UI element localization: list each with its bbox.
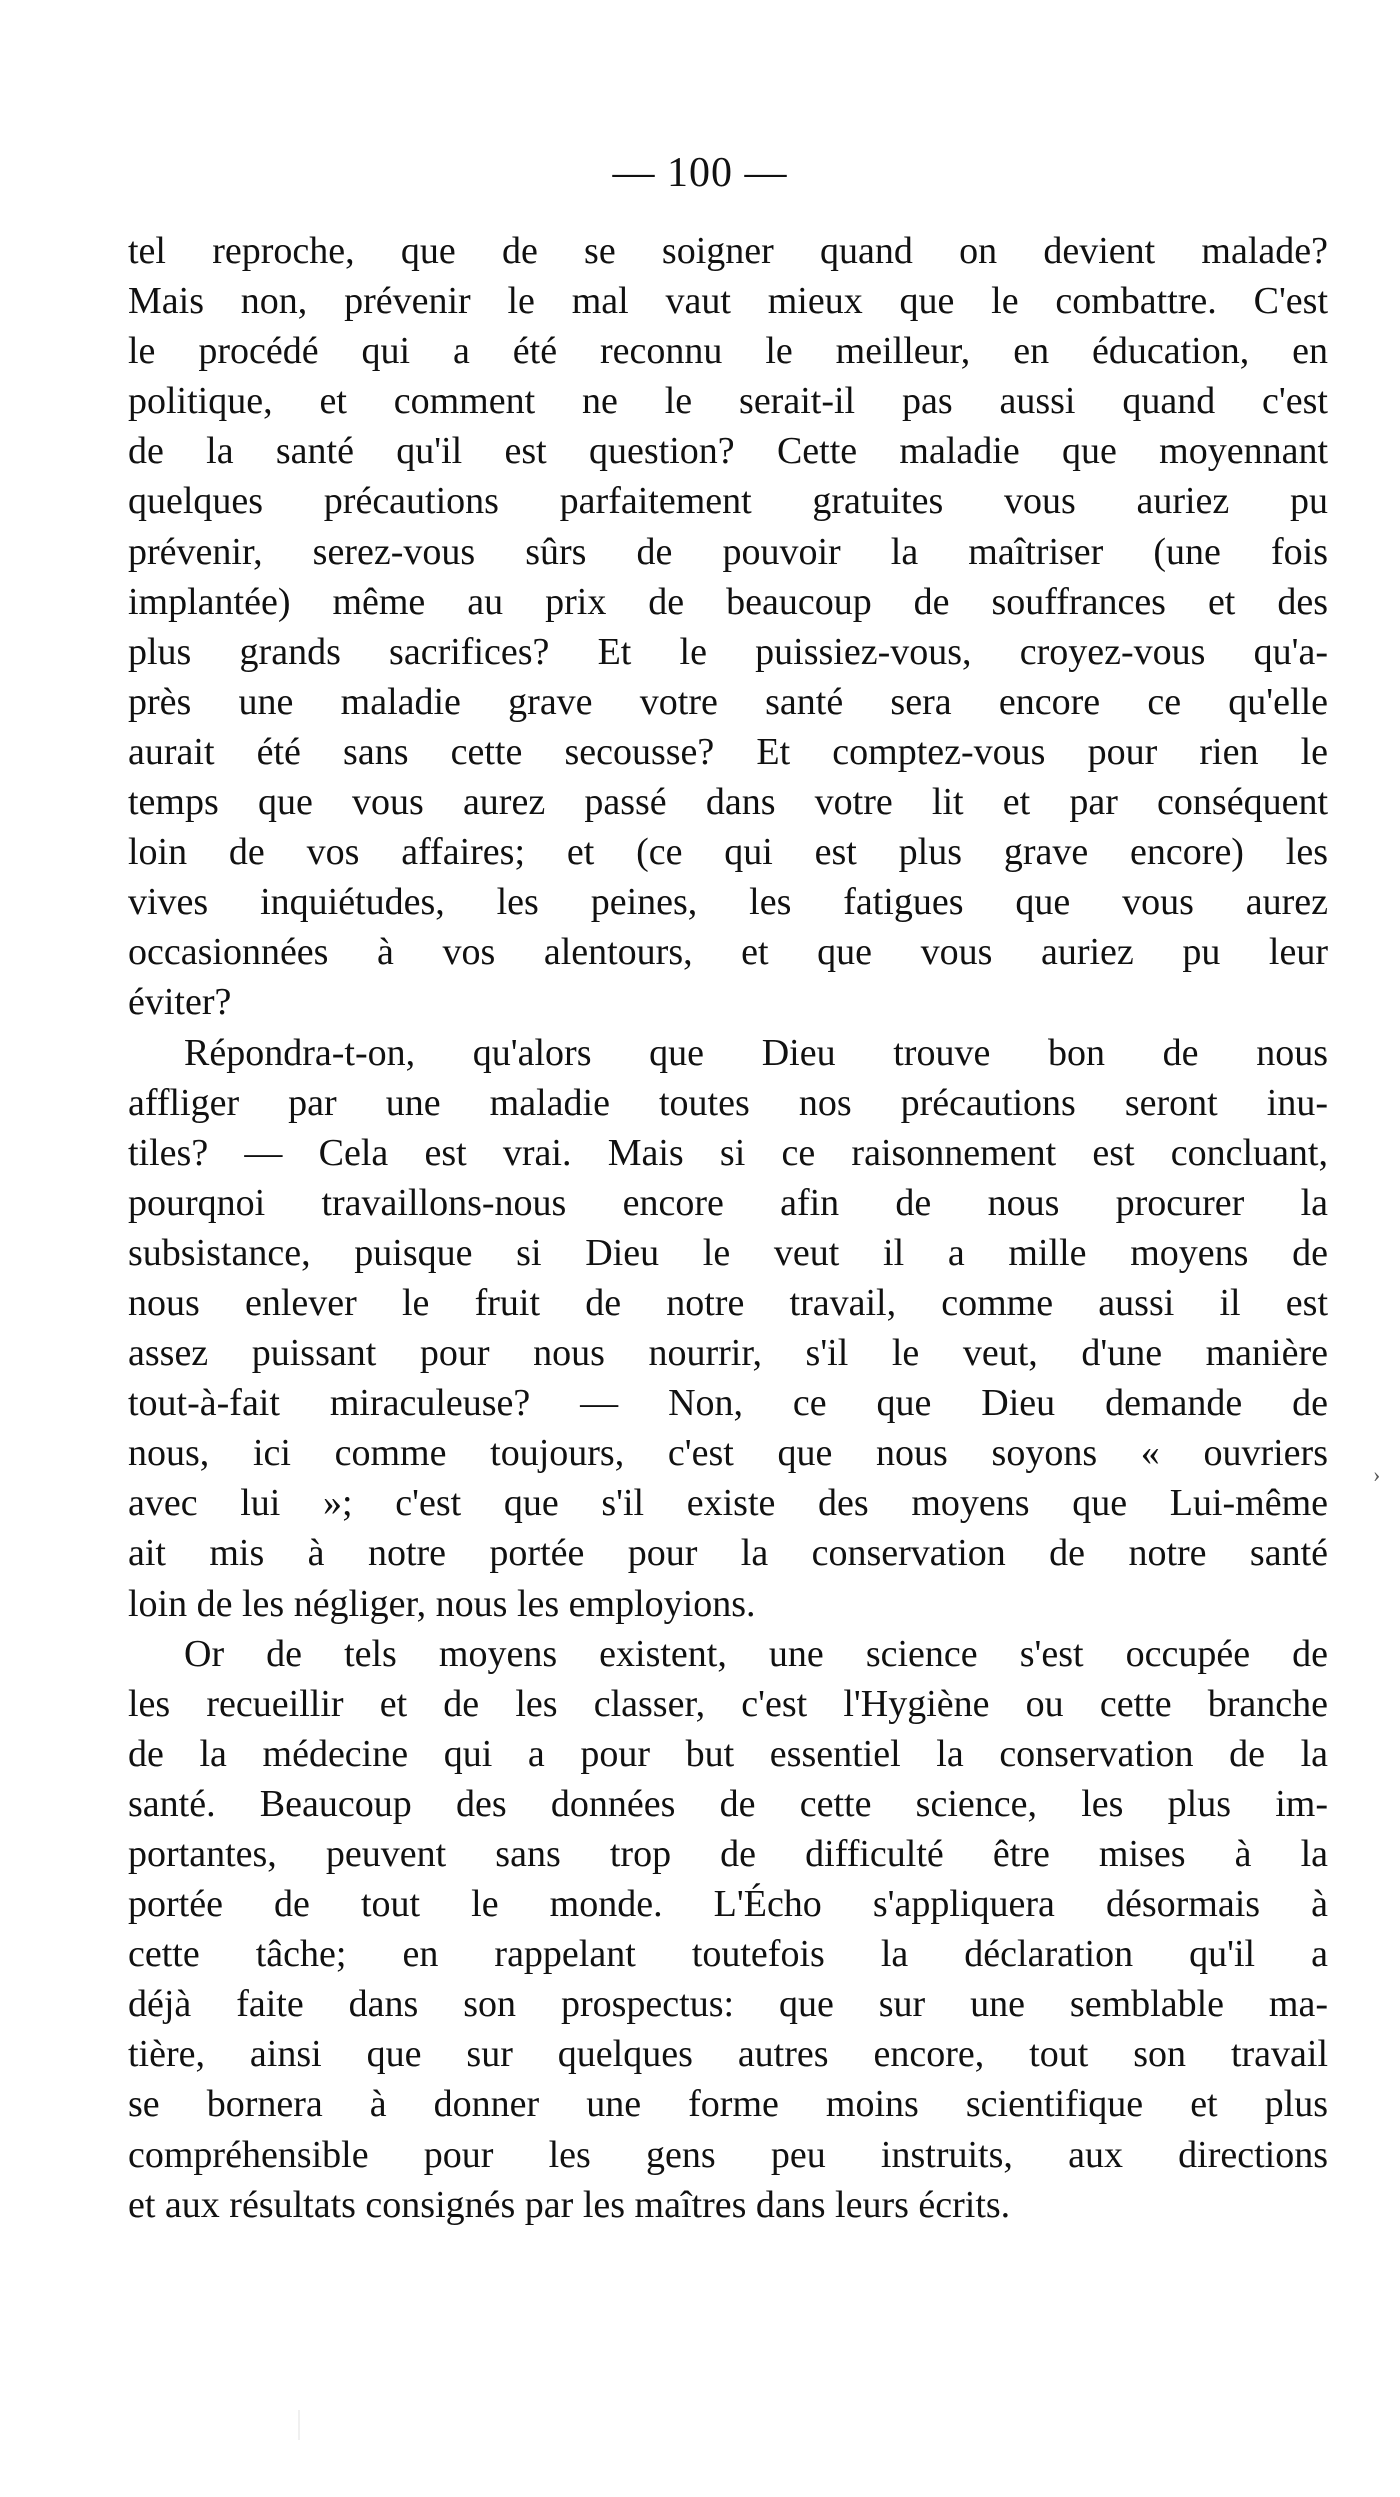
text-line: ait mis à notre portée pour la conservation de notre santé <box>128 1532 1328 1575</box>
text-line: tière, ainsi que sur quelques autres encore, tout son travail <box>128 2033 1328 2076</box>
paragraph-3 <box>128 1629 1328 2230</box>
text-line: déjà faite dans son prospectus: que sur une semblable ma- <box>128 1983 1328 2026</box>
text-line: subsistance, puisque si Dieu le veut il a mille moyens de <box>128 1231 1328 1274</box>
text-line: nous, ici comme toujours, c'est que nous soyons « ouvriers <box>128 1432 1328 1475</box>
text-line: près une maladie grave votre santé sera encore ce qu'elle <box>128 680 1328 723</box>
text-line: Mais non, prévenir le mal vaut mieux que le combattre. C'est <box>128 280 1328 323</box>
text-line: aurait été sans cette secousse? Et comptez-vous pour rien le <box>128 730 1328 773</box>
text-line: loin de vos affaires; et (ce qui est plus grave encore) les <box>128 831 1328 874</box>
page-number: — 100 — <box>612 150 788 196</box>
text-line: avec lui »; c'est que s'il existe des moyens que Lui-même <box>128 1482 1328 1525</box>
text-line: plus grands sacrifices? Et le puissiez-vous, croyez-vous qu'a- <box>128 630 1328 673</box>
text-line: Or de tels moyens existent, une science s'est occupée de <box>184 1632 1328 1675</box>
text-line: de la santé qu'il est question? Cette maladie que moyennant <box>128 430 1328 473</box>
text-line: portantes, peuvent sans trop de difficulté être mises à la <box>128 1833 1328 1875</box>
text-line: occasionnées à vos alentours, et que vous auriez pu leur <box>128 931 1328 974</box>
text-line: portée de tout le monde. L'Écho s'appliquera désormais à <box>128 1883 1328 1926</box>
text-line: assez puissant pour nous nourrir, s'il le veut, d'une manière <box>128 1332 1328 1375</box>
text-line: loin de les négliger, nous les employions. <box>128 1582 756 1625</box>
text-line: compréhensible pour les gens peu instruits, aux directions <box>128 2133 1328 2176</box>
text-line: se bornera à donner une forme moins scientifique et plus <box>128 2083 1328 2126</box>
text-line: le procédé qui a été reconnu le meilleur, en éducation, en <box>128 330 1328 373</box>
text-line: quelques précautions parfaitement gratuites vous auriez pu <box>128 480 1328 523</box>
text-line: nous enlever le fruit de notre travail, comme aussi il est <box>128 1281 1328 1324</box>
text-line: cette tâche; en rappelant toutefois la déclaration qu'il a <box>128 1933 1328 1976</box>
text-line: Répondra-t-on, qu'alors que Dieu trouve bon de nous <box>184 1031 1328 1074</box>
text-line: tel reproche, que de se soigner quand on devient malade? <box>128 230 1328 272</box>
text-line: prévenir, serez-vous sûrs de pouvoir la maîtriser (une fois <box>128 530 1328 573</box>
scan-artifact <box>298 2410 300 2440</box>
text-line: de la médecine qui a pour but essentiel la conservation de la <box>128 1732 1328 1775</box>
text-line: et aux résultats consignés par les maîtres dans leurs écrits. <box>128 2183 1011 2226</box>
text-line: vives inquiétudes, les peines, les fatigues que vous aurez <box>128 881 1328 924</box>
text-line: politique, et comment ne le serait-il pas aussi quand c'est <box>128 380 1328 423</box>
text-line: affliger par une maladie toutes nos précautions seront inu- <box>128 1081 1328 1124</box>
body-text <box>128 226 1328 2230</box>
text-line: tiles? — Cela est vrai. Mais si ce raisonnement est concluant, <box>128 1131 1328 1174</box>
text-line: les recueillir et de les classer, c'est l'Hygiène ou cette branche <box>128 1682 1328 1725</box>
paragraph-1 <box>128 226 1328 1028</box>
margin-mark: › <box>1373 1462 1381 1487</box>
text-line: éviter? <box>128 981 232 1024</box>
text-line: temps que vous aurez passé dans votre lit et par conséquent <box>128 781 1328 824</box>
text-line: implantée) même au prix de beaucoup de souffrances et des <box>128 580 1328 623</box>
text-line: santé. Beaucoup des données de cette science, les plus im- <box>128 1782 1328 1825</box>
text-line: pourqnoi travaillons-nous encore afin de nous procurer la <box>128 1181 1328 1224</box>
paragraph-2 <box>128 1028 1328 1629</box>
text-line: tout-à-fait miraculeuse? — Non, ce que Dieu demande de <box>128 1382 1328 1425</box>
